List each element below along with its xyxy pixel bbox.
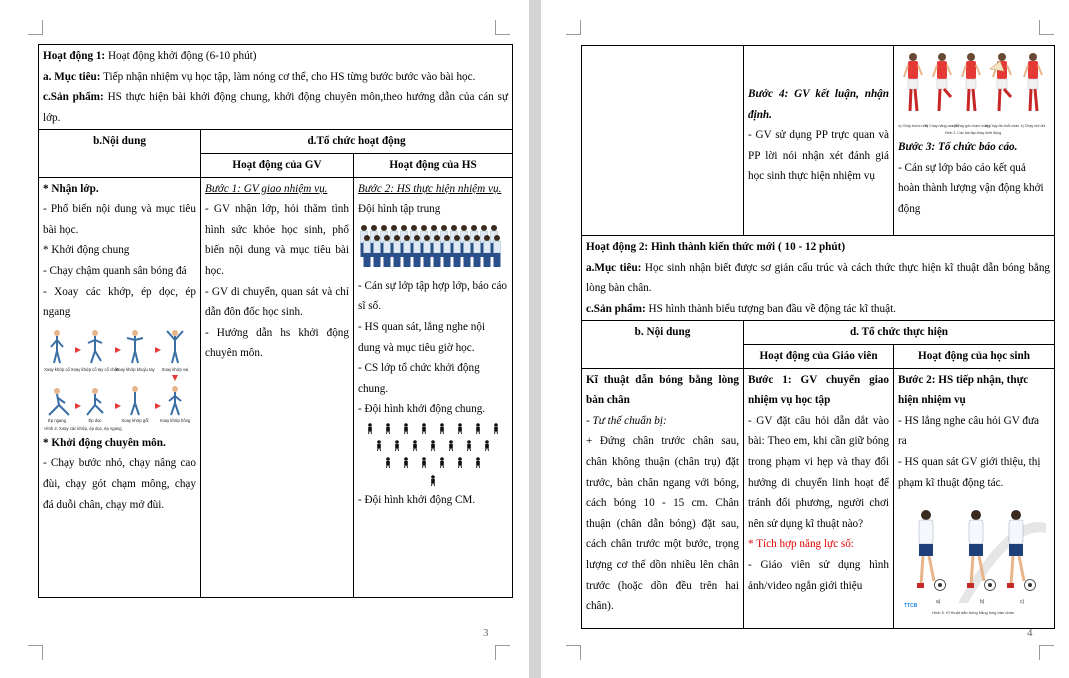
crop-mark (566, 645, 581, 660)
student-marker (431, 475, 435, 486)
student-marker (422, 423, 426, 434)
student-marker (404, 457, 408, 468)
hs-cell: Bước 2: HS tiếp nhận, thực hiện nhiệm vụ - HS lắng nghe câu hỏi GV đưa ra - HS quan sát GV giới thiệu, thị phạm kĩ thuật động tác. a) b) c) TTCB Hình 5. Kĩ thuật dẫn bóng bằng lòng bàn chân (894, 368, 1055, 628)
noi-dung-cell: Kĩ thuật dẫn bóng bằng lòng bàn chân - Tư thế chuẩn bị: + Đứng chân trước chân sau, chân không thuận (chân trụ) đặt trước, bàn chân ngang với bóng, cách bóng 10 - 15 cm. Chân thuận (chân dẫn bóng) đặt sau, cách chân trước một bước, trọng lượng cơ thể dồn nhiều lên chân trước (hoặc dồn đều trên hai chân). (582, 368, 744, 628)
fig-label: c) Chạy gót chạm mông (951, 124, 991, 128)
buoc-3-cell: a) Chạy bước nhỏ b) Chạy nâng cao đùi c) Chạy gót chạm mông d) Chạy đá duỗi chân e) Chạy mở đùi Hình 3. Các bài tập chạy khởi động Bước 3: Tổ chức báo cáo. - Cán sự lớp báo cáo kết quả hoàn thành lượng vận động khởi động (894, 46, 1055, 236)
runner-figure (933, 53, 951, 111)
publisher-logo: TTCB (904, 603, 918, 610)
fig-caption: Hình 2. Xoay các khớp, ép dọc, ép ngang (44, 425, 122, 431)
student-marker (395, 440, 399, 451)
page-3 (0, 0, 529, 678)
col-header-noi-dung: b. Nội dung (582, 321, 744, 368)
hs-cell: Bước 2: HS thực hiện nhiệm vụ. Đội hình tập trung - Cán sự lớp tập hợp lớp, báo cáo sĩ số. - HS quan sát, lắng nghe nội dung và mục tiêu giờ học. - CS lớp tổ chức khởi động chung. - Đội hình khởi động chung. - Đội hình khởi động CM. (354, 177, 513, 597)
fig-label: Ép ngang (48, 417, 66, 423)
activity-1-header: Hoạt động 1: Hoạt động khởi động (6-10 phút) a. Mục tiêu: Tiếp nhận nhiệm vụ học tập, làm nóng cơ thể, cho HS từng bước bước vào bài học. c.Sản phẩm: HS thực hiện bài khởi động chung, khởi động chuyên môn,theo hướng dẫn của cán sự lớp. (39, 45, 513, 130)
runner-figure (904, 53, 922, 111)
page-number: 3 (483, 627, 489, 639)
col-header-noi-dung: b.Nội dung (39, 130, 201, 177)
fig-label: Xoay khớp gối (121, 417, 149, 423)
gv-cell: Bước 1: GV chuyển giao nhiệm vụ học tập - GV đặt câu hỏi dẫn dắt vào bài: Theo em, khi cần giữ bóng trong phạm vi hẹp và thay đổi hướng di chuyển linh hoạt để tránh đối phương, người chơi nên sử dụng kĩ thuật nào? * Tích hợp năng lực số: - Giáo viên sử dụng hình ảnh/video ngắn giới thiệu (744, 368, 894, 628)
dribbling-player (917, 510, 946, 591)
fig-label: e) Chạy mở đùi (1020, 124, 1046, 128)
runner-figure (1024, 53, 1042, 111)
activity-1-table (38, 44, 513, 598)
fig-label: a) Chạy bước nhỏ (898, 124, 928, 128)
page-number: 4 (1027, 627, 1033, 639)
col-header-to-chuc: d. Tổ chức thực hiện (744, 321, 1055, 345)
student-marker (449, 440, 453, 451)
student-marker (368, 423, 372, 434)
student-marker (440, 423, 444, 434)
col-header-gv: Hoạt động của Giáo viên (744, 344, 894, 368)
fig-label: Xoay khớp vai (161, 366, 189, 372)
fig-label: b) (980, 599, 985, 606)
crop-mark (1039, 20, 1054, 35)
student-marker (431, 440, 435, 451)
fig-caption: Hình 5. Kĩ thuật dẫn bóng bằng lòng bàn chân (932, 610, 1014, 616)
student-marker (485, 440, 489, 451)
fig-label: d) Chạy đá duỗi chân (984, 124, 1020, 128)
running-drills-figure (898, 47, 1048, 137)
dribbling-figure (898, 493, 1048, 617)
activity-continuation-table (581, 45, 1055, 629)
col-header-hs: Hoạt động của HS (354, 153, 513, 177)
student-marker (413, 440, 417, 451)
fig-label: Ép dọc (88, 417, 102, 423)
assembly-formation-image (358, 220, 508, 276)
page-gutter (529, 0, 541, 678)
gv-cell: Bước 1: GV giao nhiệm vụ. - GV nhận lớp, hỏi thăm tình hình sức khỏe học sinh, phổ biến nội dung và mục tiêu bài học. - GV di chuyển, quan sát và chỉ dẫn đôn đốc học sinh. - Hướng dẫn hs khởi động chuyên môn. (201, 177, 354, 597)
runner-figure (990, 53, 1011, 111)
crop-mark (495, 20, 510, 35)
fig-caption: Hình 3. Các bài tập chạy khởi động (944, 131, 1002, 135)
crop-mark (1039, 645, 1054, 660)
crop-mark (28, 645, 43, 660)
student-marker (440, 457, 444, 468)
activity-2-header: Hoạt động 2: Hình thành kiến thức mới ( 10 - 12 phút) a.Mục tiêu: Học sinh nhận biết được sơ giản cấu trúc và cách thức thực hiện kĩ thuật dẫn bóng bằng lòng bàn chân. c.Sản phẩm: HS hình thành biểu tượng ban đầu về động tác kĩ thuật. (582, 236, 1055, 321)
col-header-to-chuc: d.Tổ chức hoạt động (201, 130, 513, 154)
student-marker (467, 440, 471, 451)
student-marker (404, 423, 408, 434)
warmup-formation-diagram (358, 420, 508, 490)
fig-label: Xoay khớp cổ tay cổ chân (70, 366, 120, 372)
runner-figure (962, 53, 980, 111)
student-marker (386, 457, 390, 468)
page-4 (541, 0, 1069, 678)
student-marker (422, 457, 426, 468)
fig-label: Xoay khớp cổ (44, 366, 70, 372)
student-marker (494, 423, 498, 434)
col-header-gv: Hoạt động của GV (201, 153, 354, 177)
empty-noi-dung-cell (582, 46, 744, 236)
crop-mark (495, 645, 510, 660)
joint-warmup-figure (43, 323, 193, 433)
fig-label: a) (936, 599, 941, 606)
fig-label: c) (1020, 599, 1025, 606)
student-marker (458, 423, 462, 434)
student-marker (476, 457, 480, 468)
crop-mark (28, 20, 43, 35)
noi-dung-cell: * Nhận lớp. - Phổ biến nội dung và mục tiêu bài học. * Khởi động chung - Chạy chậm quanh sân bóng đá - Xoay các khớp, ép dọc, ép ngang Xoay khớp cổ Xoay khớp cổ tay cổ chân Xoay khớp khuỷu tay Xoay khớp vai Ép ngang Ép dọc Xoay khớp gối Xoay khớp hông Hình 2. Xoay các khớp, ép dọc, ép ngang * Khởi động chuyên môn. - Chạy bước nhỏ, chạy nâng cao đùi, chạy gót chạm mông, chạy đá duỗi chân, chạy mở đùi. (39, 177, 201, 597)
col-header-hs: Hoạt động của học sinh (894, 344, 1055, 368)
crop-mark (566, 20, 581, 35)
student-marker (458, 457, 462, 468)
fig-label: b) Chạy nâng cao đùi (924, 124, 960, 128)
buoc-4-cell: Bước 4: GV kết luận, nhận định. - GV sử dụng PP trực quan và PP lời nói nhận xét đánh giá học sinh thực hiện nhiệm vụ (744, 46, 894, 236)
student-marker (377, 440, 381, 451)
student-marker (476, 423, 480, 434)
student-marker (386, 423, 390, 434)
fig-label: Xoay khớp hông (159, 417, 191, 423)
fig-label: Xoay khớp khuỷu tay (115, 366, 155, 372)
dribbling-player (1007, 510, 1036, 591)
